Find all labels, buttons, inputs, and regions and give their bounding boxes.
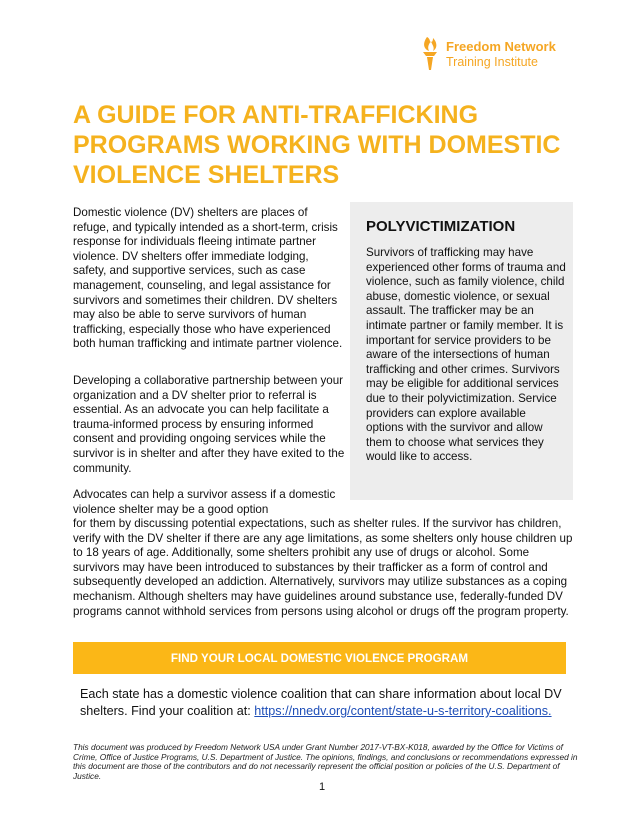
banner-label: FIND YOUR LOCAL DOMESTIC VIOLENCE PROGRAM (170, 651, 469, 665)
body-paragraph-3-start: Advocates can help a survivor assess if a domestic violence shelter may be a good option (73, 488, 336, 516)
logo-subtitle: Training Institute (446, 55, 538, 69)
body-paragraph-1: Domestic violence (DV) shelters are places of refuge, and typically intended as a short-term, crisis response for individuals fleeing intimate partner violence. DV shelters offer immediate lodging, safety, and supportive services, such as case management, counseling, and legal assistance for survivors and sometimes their children. DV shelters may also be able to serve survivors of human trafficking, especially those who have experienced both human trafficking and intimate partner violence. (73, 206, 343, 351)
body-paragraph-3-continued: for them by discussing potential expectations, such as shelter rules. If the survivor has children, verify with the DV shelter if there are any age limitations, as some shelters only house children up to 18 years of age. Additionally, some shelters prohibit any use of drugs or alcohol. Some survivors may have been introduced to substances by their trafficker as a form of control and subsequently developed an addiction. Alternatively, survivors may utilize substances as a coping mechanism. Although shelters may have guidelines around substance use, federally-funded DV programs cannot withhold services from persons using alcohol or drugs off the program property. (73, 517, 573, 618)
sidebar-title: POLYVICTIMIZATION (366, 218, 516, 235)
document-title: A GUIDE FOR ANTI-TRAFFICKING PROGRAMS WORKING WITH DOMESTIC VIOLENCE SHELTERS (73, 101, 561, 189)
grant-disclaimer: This document was produced by Freedom Network USA under Grant Number 2017-VT-BX-K018, awarded by the Office for Victims of Crime, Office of Justice Programs, U.S. Department of Justice. The opinions, findings, and conclusions or recommendations expressed in this document are those of the contributors and do not necessarily represent the official position or policies of the U.S. Department of Justice. (73, 742, 578, 781)
sidebar-body: Survivors of trafficking may have experienced other forms of trauma and violence, such as family violence, child abuse, domestic violence, or sexual assault. The trafficker may be an intimate partner or family member. It is important for service providers to be aware of the intersections of human trafficking and other crimes. Survivors may be eligible for additional services due to their polyvictimization. Service providers can explore available options with the survivor and allow them to choose what services they would like to access. (366, 246, 566, 464)
coalition-link[interactable]: https://nnedv.org/content/state-u-s-territory-coalitions. (254, 704, 552, 718)
find-program-banner (73, 642, 566, 674)
freedom-network-logo (418, 36, 578, 76)
page-number: 1 (318, 781, 326, 793)
logo-name: Freedom Network (446, 39, 556, 54)
torch-flame-icon (418, 36, 442, 72)
polyvictimization-sidebar (350, 202, 573, 500)
coalition-text: Each state has a domestic violence coalition that can share information about local DV shelters. Find your coalition at: (80, 687, 562, 718)
coalition-info (80, 686, 570, 720)
body-paragraph-2: Developing a collaborative partnership between your organization and a DV shelter prior to referral is essential. As an advocate you can help facilitate a trauma-informed process by ensuring informed consent and providing ongoing services while the survivor is in shelter and after they have exited to the community. (73, 374, 345, 475)
